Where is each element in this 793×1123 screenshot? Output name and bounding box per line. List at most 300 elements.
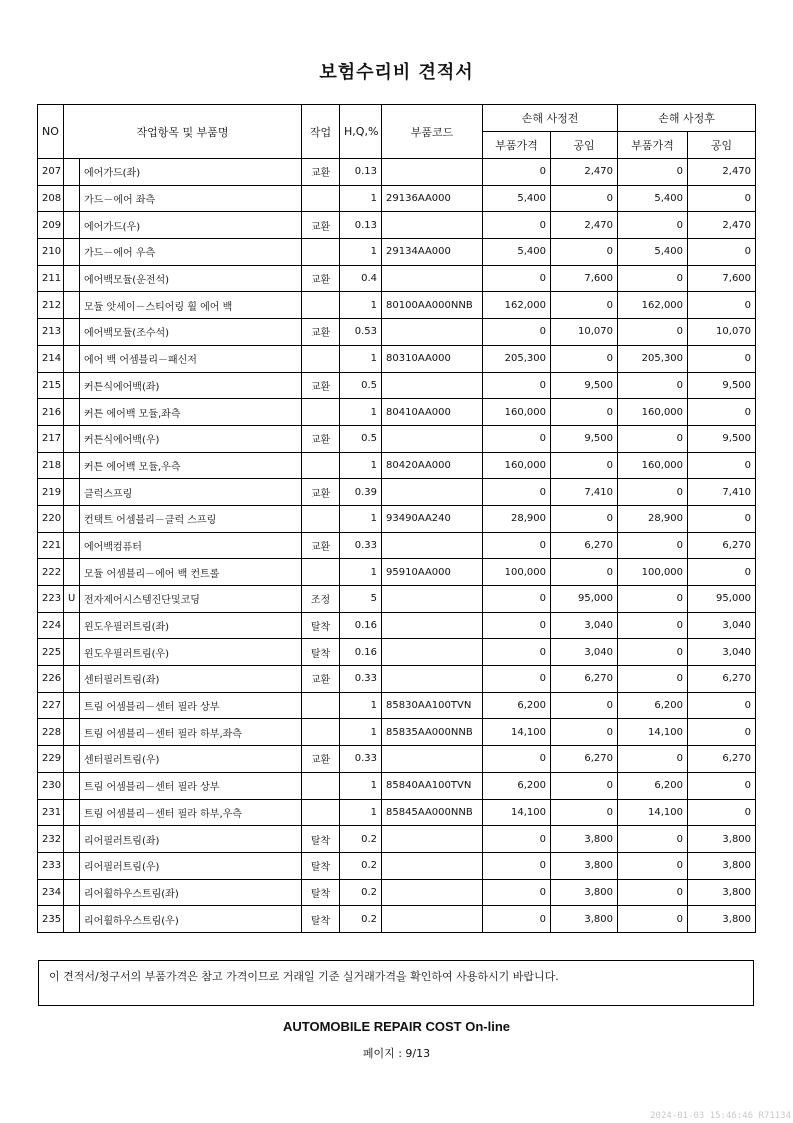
hq-value: 0.2	[340, 852, 382, 879]
table-row	[38, 185, 756, 212]
part-price-after: 0	[618, 479, 688, 506]
item-name: 가드－에어 우측	[80, 239, 302, 266]
estimate-table	[37, 104, 756, 933]
part-code: 85840AA100TVN	[382, 772, 483, 799]
labor-before: 0	[551, 505, 618, 532]
part-code: 85830AA100TVN	[382, 692, 483, 719]
item-name: 클럭스프링	[80, 479, 302, 506]
labor-before: 6,270	[551, 666, 618, 693]
table-row	[38, 399, 756, 426]
part-price-before: 14,100	[483, 799, 551, 826]
row-mark	[64, 772, 80, 799]
item-name: 에어가드(좌)	[80, 159, 302, 186]
hq-value: 0.13	[340, 212, 382, 239]
row-number: 211	[38, 265, 64, 292]
row-mark	[64, 692, 80, 719]
part-price-before: 0	[483, 666, 551, 693]
part-code	[382, 906, 483, 933]
labor-after: 0	[688, 239, 756, 266]
row-number: 230	[38, 772, 64, 799]
hq-value: 0.33	[340, 746, 382, 773]
labor-before: 10,070	[551, 319, 618, 346]
row-mark	[64, 666, 80, 693]
part-price-after: 6,200	[618, 692, 688, 719]
row-mark	[64, 746, 80, 773]
part-price-after: 0	[618, 586, 688, 613]
item-name: 센터필러트림(좌)	[80, 666, 302, 693]
part-price-after: 0	[618, 746, 688, 773]
row-number: 225	[38, 639, 64, 666]
labor-before: 6,270	[551, 532, 618, 559]
row-mark	[64, 906, 80, 933]
row-number: 234	[38, 879, 64, 906]
work-type: 탈착	[302, 612, 340, 639]
item-name: 리어휠하우스트림(좌)	[80, 879, 302, 906]
hq-value: 1	[340, 292, 382, 319]
part-price-after: 5,400	[618, 239, 688, 266]
table-row	[38, 879, 756, 906]
row-mark	[64, 879, 80, 906]
work-type: 교환	[302, 479, 340, 506]
table-row	[38, 452, 756, 479]
labor-before: 3,800	[551, 826, 618, 853]
row-mark	[64, 612, 80, 639]
table-row	[38, 425, 756, 452]
labor-after: 6,270	[688, 666, 756, 693]
item-name: 커튼 에어백 모듈,우측	[80, 452, 302, 479]
labor-after: 0	[688, 345, 756, 372]
table-row	[38, 532, 756, 559]
part-price-before: 100,000	[483, 559, 551, 586]
part-price-before: 0	[483, 159, 551, 186]
part-price-before: 6,200	[483, 692, 551, 719]
row-mark	[64, 559, 80, 586]
part-price-after: 0	[618, 319, 688, 346]
row-number: 231	[38, 799, 64, 826]
row-mark	[64, 345, 80, 372]
table-row	[38, 505, 756, 532]
part-price-after: 0	[618, 425, 688, 452]
item-name: 트림 어셈블리－센터 필라 상부	[80, 692, 302, 719]
item-name: 커튼식에어백(좌)	[80, 372, 302, 399]
row-number: 226	[38, 666, 64, 693]
work-type	[302, 692, 340, 719]
part-code	[382, 666, 483, 693]
hq-value: 0.2	[340, 826, 382, 853]
part-code: 29134AA000	[382, 239, 483, 266]
part-price-after: 0	[618, 159, 688, 186]
part-price-before: 162,000	[483, 292, 551, 319]
part-code: 29136AA000	[382, 185, 483, 212]
item-name: 윈도우필러트림(우)	[80, 639, 302, 666]
row-number: 227	[38, 692, 64, 719]
item-name: 트림 어셈블리－센터 필라 하부,우측	[80, 799, 302, 826]
row-mark	[64, 185, 80, 212]
work-type: 교환	[302, 532, 340, 559]
row-number: 223	[38, 586, 64, 613]
labor-before: 9,500	[551, 425, 618, 452]
part-code: 85845AA000NNB	[382, 799, 483, 826]
labor-before: 0	[551, 399, 618, 426]
print-timestamp: 2024-01-03 15:46:46 R71134	[650, 1111, 791, 1121]
item-name: 가드－에어 좌측	[80, 185, 302, 212]
item-name: 센터필러트림(우)	[80, 746, 302, 773]
part-price-after: 100,000	[618, 559, 688, 586]
hq-value: 5	[340, 586, 382, 613]
row-number: 221	[38, 532, 64, 559]
part-price-after: 162,000	[618, 292, 688, 319]
header-item: 작업항목 및 부품명	[64, 105, 302, 159]
hq-value: 0.13	[340, 159, 382, 186]
table-row	[38, 746, 756, 773]
work-type: 교환	[302, 746, 340, 773]
work-type	[302, 452, 340, 479]
hq-value: 1	[340, 185, 382, 212]
row-number: 212	[38, 292, 64, 319]
labor-before: 2,470	[551, 159, 618, 186]
row-number: 235	[38, 906, 64, 933]
part-code: 80410AA000	[382, 399, 483, 426]
item-name: 커튼식에어백(우)	[80, 425, 302, 452]
labor-after: 3,800	[688, 906, 756, 933]
row-number: 222	[38, 559, 64, 586]
row-number: 213	[38, 319, 64, 346]
labor-after: 7,600	[688, 265, 756, 292]
work-type: 탈착	[302, 826, 340, 853]
part-code	[382, 852, 483, 879]
item-name: 에어가드(우)	[80, 212, 302, 239]
work-type: 탈착	[302, 906, 340, 933]
labor-before: 0	[551, 292, 618, 319]
part-price-after: 6,200	[618, 772, 688, 799]
item-name: 트림 어셈블리－센터 필라 하부,좌측	[80, 719, 302, 746]
work-type	[302, 719, 340, 746]
hq-value: 0.33	[340, 666, 382, 693]
header-part-price-before: 부품가격	[483, 132, 551, 159]
table-row	[38, 906, 756, 933]
labor-before: 0	[551, 719, 618, 746]
labor-before: 0	[551, 559, 618, 586]
hq-value: 0.33	[340, 532, 382, 559]
part-code	[382, 612, 483, 639]
row-mark	[64, 425, 80, 452]
row-number: 210	[38, 239, 64, 266]
part-price-before: 0	[483, 612, 551, 639]
work-type	[302, 399, 340, 426]
part-price-after: 205,300	[618, 345, 688, 372]
labor-before: 3,040	[551, 639, 618, 666]
part-code	[382, 532, 483, 559]
part-price-before: 0	[483, 906, 551, 933]
item-name: 윈도우필러트림(좌)	[80, 612, 302, 639]
labor-after: 95,000	[688, 586, 756, 613]
labor-before: 3,040	[551, 612, 618, 639]
labor-before: 3,800	[551, 879, 618, 906]
part-code	[382, 746, 483, 773]
labor-before: 0	[551, 692, 618, 719]
header-labor-before: 공임	[551, 132, 618, 159]
part-code: 95910AA000	[382, 559, 483, 586]
work-type: 교환	[302, 319, 340, 346]
row-mark	[64, 159, 80, 186]
row-mark	[64, 239, 80, 266]
part-price-after: 0	[618, 906, 688, 933]
part-code: 80420AA000	[382, 452, 483, 479]
header-part-price-after: 부품가격	[618, 132, 688, 159]
work-type	[302, 345, 340, 372]
item-name: 컨택트 어셈블리－클럭 스프링	[80, 505, 302, 532]
work-type	[302, 799, 340, 826]
part-price-after: 0	[618, 212, 688, 239]
part-code	[382, 319, 483, 346]
work-type	[302, 772, 340, 799]
part-price-before: 0	[483, 479, 551, 506]
labor-after: 0	[688, 772, 756, 799]
row-mark	[64, 292, 80, 319]
table-row	[38, 319, 756, 346]
work-type: 교환	[302, 425, 340, 452]
labor-before: 2,470	[551, 212, 618, 239]
hq-value: 1	[340, 799, 382, 826]
labor-after: 0	[688, 505, 756, 532]
item-name: 리어휠하우스트림(우)	[80, 906, 302, 933]
labor-before: 3,800	[551, 852, 618, 879]
hq-value: 0.5	[340, 372, 382, 399]
work-type	[302, 505, 340, 532]
row-number: 218	[38, 452, 64, 479]
part-price-before: 0	[483, 212, 551, 239]
labor-before: 0	[551, 452, 618, 479]
item-name: 리어필러트림(좌)	[80, 826, 302, 853]
row-mark	[64, 399, 80, 426]
row-number: 219	[38, 479, 64, 506]
item-name: 에어백모듈(운전석)	[80, 265, 302, 292]
table-row	[38, 292, 756, 319]
labor-after: 2,470	[688, 212, 756, 239]
part-price-before: 0	[483, 372, 551, 399]
part-price-after: 0	[618, 852, 688, 879]
hq-value: 0.53	[340, 319, 382, 346]
part-price-before: 6,200	[483, 772, 551, 799]
table-row	[38, 239, 756, 266]
hq-value: 1	[340, 239, 382, 266]
work-type: 조정	[302, 586, 340, 613]
item-name: 에어백컴퓨터	[80, 532, 302, 559]
labor-after: 9,500	[688, 372, 756, 399]
part-price-before: 0	[483, 826, 551, 853]
part-code: 93490AA240	[382, 505, 483, 532]
labor-before: 0	[551, 239, 618, 266]
hq-value: 1	[340, 505, 382, 532]
labor-after: 7,410	[688, 479, 756, 506]
item-name: 커튼 에어백 모듈,좌측	[80, 399, 302, 426]
hq-value: 1	[340, 692, 382, 719]
labor-after: 3,800	[688, 826, 756, 853]
header-before-adjustment: 손해 사정전	[483, 105, 618, 132]
part-price-after: 0	[618, 612, 688, 639]
table-row	[38, 666, 756, 693]
part-price-after: 160,000	[618, 399, 688, 426]
labor-after: 0	[688, 292, 756, 319]
part-code: 80310AA000	[382, 345, 483, 372]
footer-brand: AUTOMOBILE REPAIR COST On-line	[282, 1019, 511, 1034]
hq-value: 0.4	[340, 265, 382, 292]
work-type: 교환	[302, 265, 340, 292]
row-mark	[64, 826, 80, 853]
labor-after: 10,070	[688, 319, 756, 346]
labor-before: 6,270	[551, 746, 618, 773]
part-price-after: 0	[618, 879, 688, 906]
part-price-before: 0	[483, 852, 551, 879]
item-name: 트림 어셈블리－센터 필라 상부	[80, 772, 302, 799]
part-price-before: 0	[483, 639, 551, 666]
work-type: 교환	[302, 666, 340, 693]
part-price-before: 0	[483, 586, 551, 613]
table-row	[38, 559, 756, 586]
work-type: 교환	[302, 212, 340, 239]
header-no: NO	[38, 105, 64, 159]
row-number: 208	[38, 185, 64, 212]
part-price-before: 5,400	[483, 185, 551, 212]
part-price-after: 14,100	[618, 719, 688, 746]
table-row	[38, 852, 756, 879]
header-labor-after: 공임	[688, 132, 756, 159]
row-number: 214	[38, 345, 64, 372]
labor-before: 0	[551, 185, 618, 212]
row-number: 220	[38, 505, 64, 532]
row-mark	[64, 479, 80, 506]
row-mark	[64, 719, 80, 746]
labor-after: 6,270	[688, 746, 756, 773]
part-price-before: 0	[483, 265, 551, 292]
row-mark	[64, 319, 80, 346]
labor-before: 9,500	[551, 372, 618, 399]
labor-after: 9,500	[688, 425, 756, 452]
labor-before: 95,000	[551, 586, 618, 613]
document-title: 보험수리비 견적서	[319, 62, 474, 83]
part-price-before: 205,300	[483, 345, 551, 372]
hq-value: 0.2	[340, 906, 382, 933]
hq-value: 0.5	[340, 425, 382, 452]
labor-after: 0	[688, 185, 756, 212]
row-mark: U	[64, 586, 80, 613]
price-notice: 이 견적서/청구서의 부품가격은 참고 가격이므로 거래일 기준 실거래가격을 확인하여 사용하시기 바랍니다.	[38, 960, 754, 1006]
hq-value: 1	[340, 719, 382, 746]
hq-value: 0.16	[340, 612, 382, 639]
row-number: 233	[38, 852, 64, 879]
part-price-after: 0	[618, 532, 688, 559]
part-price-before: 0	[483, 532, 551, 559]
labor-before: 7,600	[551, 265, 618, 292]
row-mark	[64, 639, 80, 666]
hq-value: 1	[340, 345, 382, 372]
labor-after: 2,470	[688, 159, 756, 186]
item-name: 전자제어시스템진단및코딩	[80, 586, 302, 613]
part-code	[382, 639, 483, 666]
row-number: 217	[38, 425, 64, 452]
work-type: 탈착	[302, 639, 340, 666]
part-price-before: 160,000	[483, 452, 551, 479]
table-row	[38, 639, 756, 666]
page-number: 페이지 : 9/13	[362, 1047, 431, 1060]
row-number: 232	[38, 826, 64, 853]
labor-after: 0	[688, 399, 756, 426]
part-price-before: 0	[483, 425, 551, 452]
part-price-before: 160,000	[483, 399, 551, 426]
labor-after: 6,270	[688, 532, 756, 559]
hq-value: 1	[340, 772, 382, 799]
part-code	[382, 586, 483, 613]
hq-value: 1	[340, 399, 382, 426]
hq-value: 0.2	[340, 879, 382, 906]
labor-after: 0	[688, 799, 756, 826]
labor-after: 0	[688, 452, 756, 479]
item-name: 모듈 어셈블리－에어 백 컨트롤	[80, 559, 302, 586]
part-code	[382, 159, 483, 186]
part-price-after: 5,400	[618, 185, 688, 212]
hq-value: 1	[340, 452, 382, 479]
part-price-before: 0	[483, 319, 551, 346]
part-code	[382, 425, 483, 452]
labor-before: 0	[551, 772, 618, 799]
row-number: 229	[38, 746, 64, 773]
item-name: 에어 백 어셈블리－패신저	[80, 345, 302, 372]
part-price-after: 0	[618, 265, 688, 292]
hq-value: 0.16	[340, 639, 382, 666]
work-type: 탈착	[302, 879, 340, 906]
table-row	[38, 799, 756, 826]
row-number: 207	[38, 159, 64, 186]
labor-before: 3,800	[551, 906, 618, 933]
hq-value: 1	[340, 559, 382, 586]
part-price-after: 28,900	[618, 505, 688, 532]
table-row	[38, 586, 756, 613]
part-price-after: 160,000	[618, 452, 688, 479]
table-row	[38, 159, 756, 186]
table-row	[38, 212, 756, 239]
part-price-after: 0	[618, 826, 688, 853]
part-price-after: 14,100	[618, 799, 688, 826]
work-type: 탈착	[302, 852, 340, 879]
hq-value: 0.39	[340, 479, 382, 506]
labor-after: 3,040	[688, 612, 756, 639]
row-mark	[64, 452, 80, 479]
labor-after: 0	[688, 692, 756, 719]
table-row	[38, 772, 756, 799]
table-row	[38, 719, 756, 746]
row-number: 224	[38, 612, 64, 639]
table-row	[38, 372, 756, 399]
part-code	[382, 879, 483, 906]
labor-after: 3,800	[688, 879, 756, 906]
part-price-before: 28,900	[483, 505, 551, 532]
labor-after: 0	[688, 559, 756, 586]
labor-before: 7,410	[551, 479, 618, 506]
row-number: 228	[38, 719, 64, 746]
row-mark	[64, 852, 80, 879]
part-price-after: 0	[618, 372, 688, 399]
part-code	[382, 212, 483, 239]
row-mark	[64, 212, 80, 239]
table-row	[38, 826, 756, 853]
work-type	[302, 239, 340, 266]
row-number: 209	[38, 212, 64, 239]
header-work: 작업	[302, 105, 340, 159]
item-name: 에어백모듈(조수석)	[80, 319, 302, 346]
part-price-after: 0	[618, 666, 688, 693]
table-row	[38, 345, 756, 372]
work-type: 교환	[302, 159, 340, 186]
